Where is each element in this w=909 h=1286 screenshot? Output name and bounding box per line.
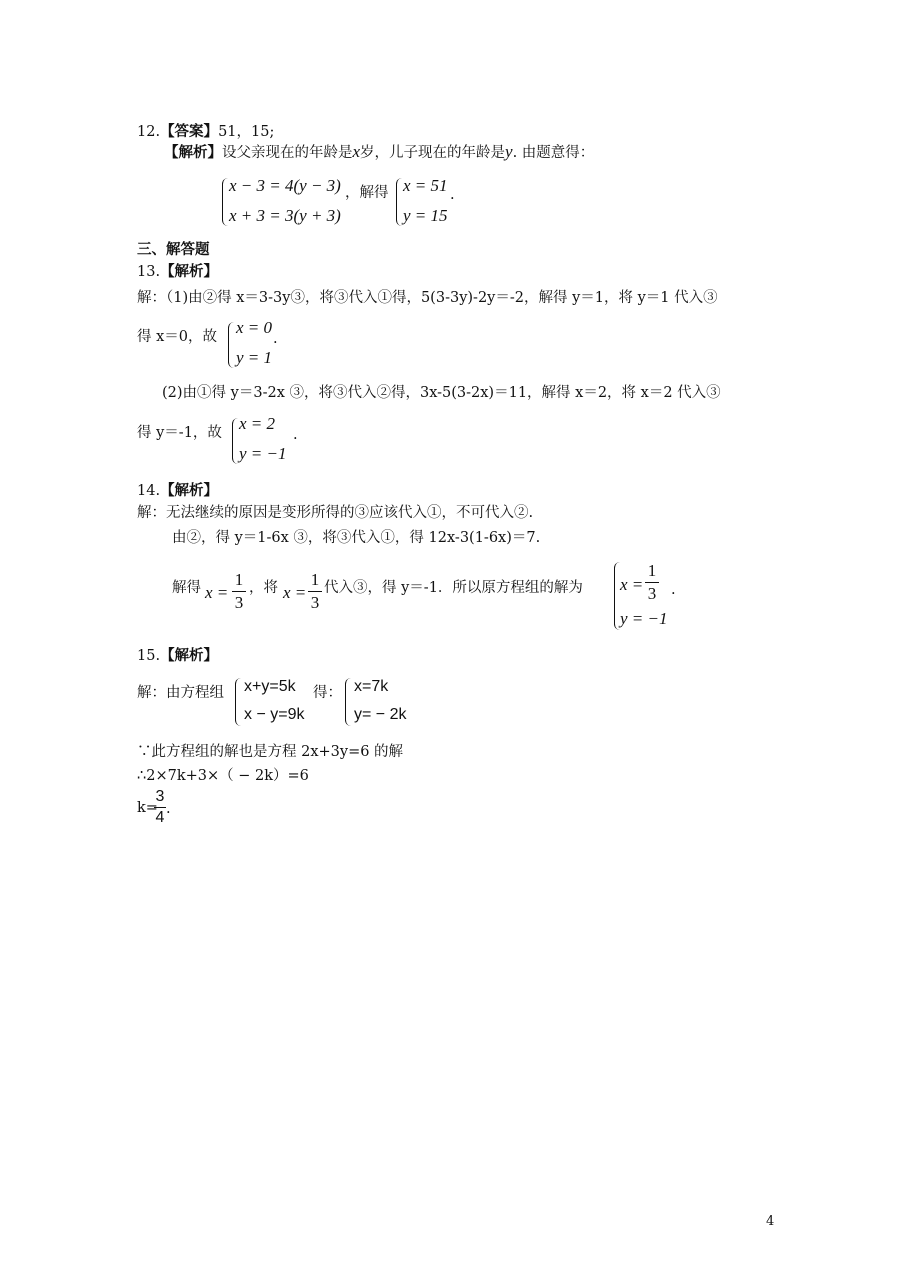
q12-var-x: x bbox=[352, 142, 361, 161]
q13-s1-end: . bbox=[273, 331, 278, 347]
page-number: 4 bbox=[766, 1214, 775, 1229]
q15-sys-eq1: x+y=5k bbox=[244, 678, 296, 695]
q14-frac2-den: 3 bbox=[310, 593, 320, 612]
q15-tag: 【解析】 bbox=[160, 647, 219, 664]
q12-analysis-text3: . 由题意得： bbox=[512, 145, 595, 161]
q12-sol-eq2: y = 15 bbox=[403, 206, 448, 225]
q14-fraction-3 bbox=[645, 561, 659, 604]
q15-sys-eq2: x − y=9k bbox=[244, 706, 305, 723]
q13-tag: 【解析】 bbox=[160, 263, 219, 280]
q12-number: 12. bbox=[137, 124, 161, 140]
q12-answer-tag: 【答案】 bbox=[160, 123, 219, 140]
q15-header bbox=[137, 646, 218, 666]
q13-number: 13. bbox=[137, 264, 161, 280]
q13-s2-eq2: y = −1 bbox=[239, 444, 287, 463]
q15-k-num: 3 bbox=[155, 788, 165, 805]
q12-analysis-tag: 【解析】 bbox=[164, 144, 222, 161]
q12-system-brace bbox=[222, 178, 229, 226]
q14-number: 14. bbox=[137, 483, 161, 499]
q14-fraction-2 bbox=[308, 570, 322, 613]
q14-header bbox=[137, 481, 218, 501]
q15-k-bar bbox=[154, 807, 166, 808]
q12-sol-eq1: x = 51 bbox=[403, 176, 448, 195]
q13-s1-brace bbox=[228, 322, 235, 368]
q13-s2-eq1: x = 2 bbox=[239, 414, 276, 433]
q15-mid: 得： bbox=[313, 685, 342, 701]
q14-l3-x2: x = bbox=[283, 583, 307, 602]
q12-end: . bbox=[450, 187, 455, 203]
q15-k-end: . bbox=[166, 801, 171, 817]
q14-frac2-num: 1 bbox=[310, 570, 320, 589]
q15-k-pre: k= bbox=[137, 800, 158, 816]
q12-var-y: y bbox=[505, 142, 513, 161]
q15-k-fraction bbox=[154, 788, 166, 827]
q13-s2-brace bbox=[232, 418, 239, 464]
q14-l3-a: 解得 bbox=[172, 580, 201, 596]
q14-frac2-bar bbox=[308, 591, 322, 592]
q15-solution-brace bbox=[345, 678, 353, 726]
section-title: 三、解答题 bbox=[137, 241, 210, 258]
q13-s1-eq2: y = 1 bbox=[236, 348, 273, 367]
q12-analysis-line bbox=[164, 142, 594, 163]
q12-analysis-text: 设父亲现在的年龄是 bbox=[222, 145, 353, 161]
q12-answer-line bbox=[137, 122, 274, 142]
q14-l3-end: . bbox=[671, 582, 676, 598]
q14-sol-eq2: y = −1 bbox=[620, 609, 668, 628]
q12-sep: ，解得 bbox=[345, 185, 389, 201]
q15-number: 15. bbox=[137, 648, 161, 664]
q14-frac1-num: 1 bbox=[234, 570, 244, 589]
q14-frac1-bar bbox=[232, 591, 246, 592]
q14-line1: 解：无法继续的原因是变形所得的③应该代入①，不可代入②. bbox=[137, 505, 534, 521]
q12-sys-eq1: x − 3 = 4(y − 3) bbox=[229, 176, 341, 195]
q13-s1-eq1: x = 0 bbox=[236, 318, 273, 337]
q15-therefore: ∴2×7k+3×（ − 2k）=6 bbox=[137, 768, 309, 784]
q13-s2-end: . bbox=[293, 427, 298, 443]
q13-line4: 得 y＝-1，故 bbox=[137, 425, 222, 441]
q14-l3-b: ，将 bbox=[249, 580, 278, 596]
q13-line1: 解：（1)由②得 x＝3-3y③，将③代入①得，5(3-3y)-2y＝-2，解得 y＝1，将 y＝1 代入③ bbox=[137, 290, 718, 306]
q14-frac3-bar bbox=[645, 582, 659, 583]
q14-tag: 【解析】 bbox=[160, 482, 219, 499]
q14-frac3-num: 1 bbox=[647, 561, 657, 580]
q15-system-brace bbox=[235, 678, 243, 726]
q12-answer: 51，15; bbox=[218, 124, 275, 140]
q14-frac1-den: 3 bbox=[234, 593, 244, 612]
q14-line2: 由②，得 y＝1-6x ③，将③代入①，得 12x-3(1-6x)＝7. bbox=[172, 530, 541, 546]
q12-solution-brace bbox=[396, 178, 403, 226]
q14-l3-c: 代入③，得 y＝-1．所以原方程组的解为 bbox=[324, 580, 583, 596]
q13-header bbox=[137, 262, 218, 282]
q12-sys-eq2: x + 3 = 3(y + 3) bbox=[229, 206, 341, 225]
q13-line3: (2)由①得 y＝3-2x ③，将③代入②得，3x-5(3-2x)＝11，解得 x＝2，将 x＝2 代入③ bbox=[162, 385, 721, 401]
q14-fraction-1 bbox=[232, 570, 246, 613]
q14-frac3-den: 3 bbox=[647, 584, 657, 603]
q14-l3-x1: x = bbox=[205, 583, 229, 602]
q12-analysis-text2: 岁，儿子现在的年龄是 bbox=[360, 145, 506, 161]
q15-sol-eq1: x=7k bbox=[354, 678, 389, 695]
q15-because: ∵此方程组的解也是方程 2x+3y=6 的解 bbox=[137, 744, 404, 760]
q15-k-den: 4 bbox=[155, 809, 165, 826]
q15-sol-eq2: y= − 2k bbox=[354, 706, 407, 723]
q13-line2: 得 x＝0，故 bbox=[137, 329, 218, 345]
q15-pre: 解：由方程组 bbox=[137, 685, 224, 701]
q14-sol-x: x = bbox=[620, 575, 644, 594]
